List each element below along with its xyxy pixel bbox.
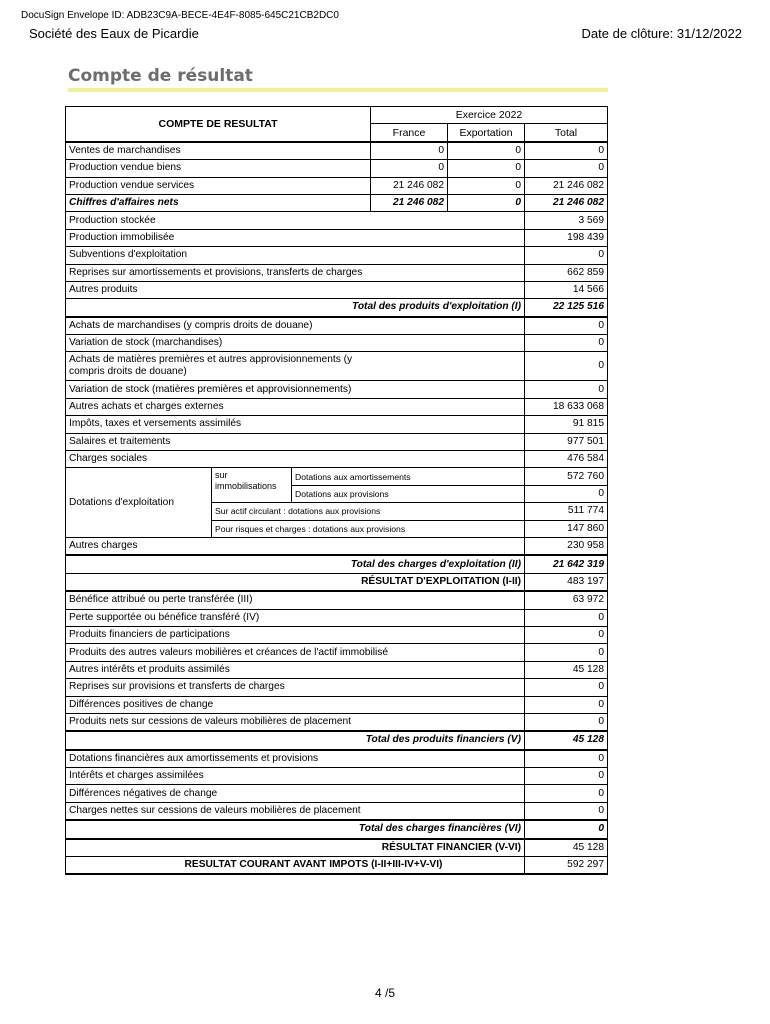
cell-total: 21 642 319 (525, 555, 608, 573)
row-label: Autres achats et charges externes (66, 398, 525, 415)
table-row (66, 626, 608, 643)
table-row (66, 177, 608, 194)
row-label: Achats de marchandises (y compris droits de douane) (66, 317, 525, 335)
total-row (66, 299, 608, 317)
table-row (66, 451, 608, 468)
cell-total: 476 584 (525, 451, 608, 468)
row-label: Production vendue services (66, 177, 371, 194)
cell-total: 0 (525, 142, 608, 160)
row-label: Intérêts et charges assimilées (66, 768, 525, 785)
result-label: RESULTAT COURANT AVANT IMPOTS (I-II+III-IV+V-VI) (66, 857, 525, 875)
row-label: Produits des autres valeurs mobilières et créances de l'actif immobilisé (66, 644, 525, 661)
row-label: Bénéfice attribué ou perte transférée (III) (66, 591, 525, 609)
cell-total: 3 569 (525, 212, 608, 229)
row-label: Variation de stock (matières premières et approvisionnements) (66, 381, 525, 398)
title-underline (68, 88, 608, 92)
cell-total: 0 (525, 317, 608, 335)
cell-total: 0 (525, 381, 608, 398)
cell-total: 662 859 (525, 264, 608, 281)
table-row (66, 160, 608, 177)
dotations-amortissements-label: Dotations aux amortissements (292, 468, 525, 485)
total-label: Total des produits d'exploitation (I) (66, 299, 525, 317)
cell-france: 0 (371, 142, 448, 160)
result-label: RÉSULTAT D'EXPLOITATION (I-II) (66, 573, 525, 591)
table-row (66, 537, 608, 555)
dotations-provisions-label: Dotations aux provisions (292, 485, 525, 502)
col-france: France (371, 124, 448, 142)
row-label: Autres intérêts et produits assimilés (66, 661, 525, 678)
result-row (66, 839, 608, 857)
header-row-1 (66, 107, 608, 124)
cell-total: 0 (525, 750, 608, 768)
row-label: Produits financiers de participations (66, 626, 525, 643)
row-label: Ventes de marchandises (66, 142, 371, 160)
table-row (66, 264, 608, 281)
table-row (66, 229, 608, 246)
row-label: Différences positives de change (66, 696, 525, 713)
table-title: COMPTE DE RESULTAT (66, 107, 371, 142)
table-row (66, 644, 608, 661)
cell-total: 0 (525, 768, 608, 785)
actif-circulant-label: Sur actif circulant : dotations aux provisions (212, 503, 525, 520)
cell-total: 977 501 (525, 433, 608, 450)
cell-total: 147 860 (525, 520, 608, 537)
cell-total: 21 246 082 (525, 194, 608, 211)
cell-total: 0 (525, 352, 608, 381)
cell-total: 230 958 (525, 537, 608, 555)
cell-total: 0 (525, 820, 608, 838)
result-row (66, 573, 608, 591)
cell-total: 14 566 (525, 281, 608, 298)
total-label: Total des produits financiers (V) (66, 731, 525, 749)
table-row (66, 661, 608, 678)
cell-total: 511 774 (525, 503, 608, 520)
docusign-envelope-id: DocuSign Envelope ID: ADB23C9A-BECE-4E4F-8085-645C21CB2DC0 (21, 10, 339, 21)
row-label: Autres produits (66, 281, 525, 298)
table-row (66, 679, 608, 696)
cell-total: 0 (525, 785, 608, 802)
row-label: Différences négatives de change (66, 785, 525, 802)
table-row (66, 750, 608, 768)
exercice-2022-header: Exercice 2022 (371, 107, 608, 124)
cell-total: 0 (525, 160, 608, 177)
row-label: Produits nets sur cessions de valeurs mobilières de placement (66, 713, 525, 731)
row-label: Salaires et traitements (66, 433, 525, 450)
income-statement-table (65, 106, 608, 875)
table-row (66, 352, 608, 381)
cell-total: 22 125 516 (525, 299, 608, 317)
table-row (66, 713, 608, 731)
row-label: Production vendue biens (66, 160, 371, 177)
cell-total: 45 128 (525, 731, 608, 749)
dotations-label: Dotations d'exploitation (66, 468, 212, 538)
row-label: Dotations financières aux amortissements et provisions (66, 750, 525, 768)
row-label: Charges sociales (66, 451, 525, 468)
table-row (66, 335, 608, 352)
sur-immobilisations-label: sur immobilisations (212, 468, 292, 503)
total-row (66, 731, 608, 749)
result-label: RÉSULTAT FINANCIER (V-VI) (66, 839, 525, 857)
cell-export: 0 (448, 194, 525, 211)
cell-total: 198 439 (525, 229, 608, 246)
total-label: Total des charges financières (VI) (66, 820, 525, 838)
cell-total: 592 297 (525, 857, 608, 875)
total-label: Total des charges d'exploitation (II) (66, 555, 525, 573)
table-row (66, 398, 608, 415)
cell-total: 0 (525, 679, 608, 696)
col-exportation: Exportation (448, 124, 525, 142)
section-title: Compte de résultat (68, 66, 253, 86)
cell-export: 0 (448, 142, 525, 160)
cell-total: 0 (525, 644, 608, 661)
cell-total: 0 (525, 335, 608, 352)
cell-total: 572 760 (525, 468, 608, 485)
total-row (66, 820, 608, 838)
cell-total: 0 (525, 485, 608, 502)
row-label: Charges nettes sur cessions de valeurs mobilières de placement (66, 802, 525, 820)
table-row (66, 212, 608, 229)
table-row (66, 416, 608, 433)
row-label: Production immobilisée (66, 229, 525, 246)
table-row (66, 247, 608, 264)
table-row (66, 317, 608, 335)
cell-total: 0 (525, 609, 608, 626)
row-label: Impôts, taxes et versements assimilés (66, 416, 525, 433)
row-label: Reprises sur provisions et transferts de charges (66, 679, 525, 696)
table-row (66, 281, 608, 298)
row-label: Subventions d'exploitation (66, 247, 525, 264)
cell-france: 0 (371, 160, 448, 177)
row-label: Perte supportée ou bénéfice transféré (IV) (66, 609, 525, 626)
cell-total: 0 (525, 247, 608, 264)
table-row (66, 142, 608, 160)
risques-charges-label: Pour risques et charges : dotations aux provisions (212, 520, 525, 537)
row-label: Reprises sur amortissements et provisions, transferts de charges (66, 264, 525, 281)
cell-export: 0 (448, 177, 525, 194)
cell-total: 21 246 082 (525, 177, 608, 194)
cell-total: 45 128 (525, 661, 608, 678)
row-label: Chiffres d'affaires nets (66, 194, 371, 211)
page-number: 4 /5 (374, 986, 395, 1000)
cell-france: 21 246 082 (371, 177, 448, 194)
table-row (66, 194, 608, 211)
table-row (66, 591, 608, 609)
cell-export: 0 (448, 160, 525, 177)
cell-total: 45 128 (525, 839, 608, 857)
cell-total: 63 972 (525, 591, 608, 609)
row-label: Variation de stock (marchandises) (66, 335, 525, 352)
table-row (66, 381, 608, 398)
table-row (66, 785, 608, 802)
company-name: Société des Eaux de Picardie (29, 26, 199, 41)
cell-france: 21 246 082 (371, 194, 448, 211)
cell-total: 18 633 068 (525, 398, 608, 415)
table-row (66, 802, 608, 820)
table-row (66, 609, 608, 626)
cell-total: 483 197 (525, 573, 608, 591)
row-label: Achats de matières premières et autres approvisionnements (y compris droits de douane) (66, 352, 525, 381)
cell-total: 91 815 (525, 416, 608, 433)
cell-total: 0 (525, 626, 608, 643)
row-label: Production stockée (66, 212, 525, 229)
dotations-row-amortissements (66, 468, 608, 485)
table-row (66, 768, 608, 785)
cell-total: 0 (525, 713, 608, 731)
total-row (66, 555, 608, 573)
result-row (66, 857, 608, 875)
cell-total: 0 (525, 696, 608, 713)
col-total: Total (525, 124, 608, 142)
row-label: Autres charges (66, 537, 525, 555)
closing-date: Date de clôture: 31/12/2022 (581, 26, 742, 41)
table-row (66, 433, 608, 450)
table-row (66, 696, 608, 713)
cell-total: 0 (525, 802, 608, 820)
